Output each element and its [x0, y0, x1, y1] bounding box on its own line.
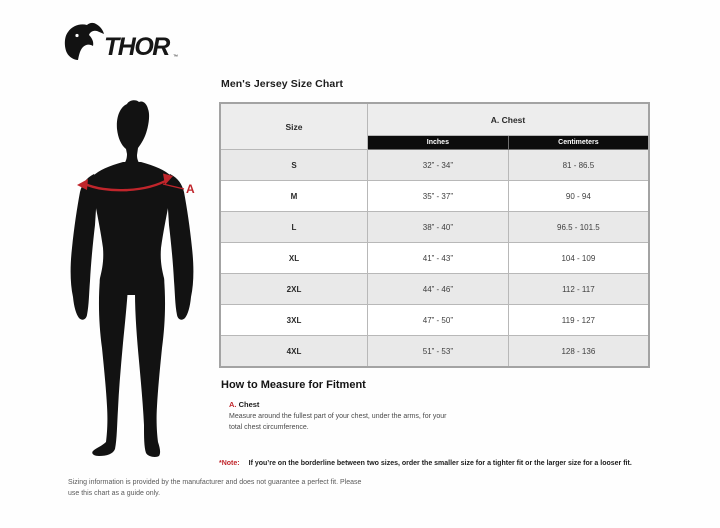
size-cell: L: [220, 212, 368, 243]
table-row: [220, 243, 649, 274]
size-column-header: Size: [220, 103, 368, 150]
inches-cell: 35” - 37”: [368, 181, 509, 212]
inches-cell: 44” - 46”: [368, 274, 509, 305]
note-label: *Note:: [219, 460, 240, 467]
manufacturer-disclaimer: Sizing information is provided by the manufacturer and does not guarantee a perfect fit. Please use this chart as a guide only.: [68, 479, 362, 497]
chest-group-header: A. Chest: [368, 103, 650, 136]
inches-cell: 41” - 43”: [368, 243, 509, 274]
table-header-row: [220, 103, 649, 136]
inches-cell: 51” - 53”: [368, 336, 509, 368]
inches-cell: 38” - 40”: [368, 212, 509, 243]
inches-cell: 47” - 50”: [368, 305, 509, 336]
measure-item-letter: A.: [229, 400, 237, 409]
centimeters-column-header: Centimeters: [508, 136, 649, 150]
table-row: [220, 212, 649, 243]
measure-point-label: A: [186, 182, 195, 196]
silhouette-body: [71, 100, 194, 457]
cm-cell: 128 - 136: [508, 336, 649, 368]
size-cell: 3XL: [220, 305, 368, 336]
size-cell: 4XL: [220, 336, 368, 368]
cm-cell: 81 - 86.5: [508, 150, 649, 181]
table-row: [220, 305, 649, 336]
sizing-note: [219, 460, 689, 467]
measure-section-title: How to Measure for Fitment: [221, 379, 366, 391]
note-text: If you’re on the borderline between two sizes, order the smaller size for a tighter fit or the larger size for a looser fit.: [248, 460, 632, 467]
measure-item-name: Chest: [236, 400, 260, 409]
cm-cell: 104 - 109: [508, 243, 649, 274]
cm-cell: 96.5 - 101.5: [508, 212, 649, 243]
size-chart-title: Men's Jersey Size Chart: [221, 78, 344, 90]
size-cell: M: [220, 181, 368, 212]
logo-trademark: ™: [173, 54, 178, 60]
measure-item-description: Measure around the fullest part of your chest, under the arms, for your total chest circumference.: [229, 413, 447, 431]
thor-logo: [62, 22, 182, 64]
male-silhouette-figure: [60, 96, 200, 458]
size-chart-table: [219, 102, 650, 368]
logo-wordmark: THOR: [104, 33, 169, 61]
goat-head-icon: [65, 23, 104, 60]
size-cell: S: [220, 150, 368, 181]
inches-column-header: Inches: [368, 136, 509, 150]
cm-cell: 112 - 117: [508, 274, 649, 305]
inches-cell: 32” - 34”: [368, 150, 509, 181]
table-row: [220, 150, 649, 181]
size-cell: XL: [220, 243, 368, 274]
cm-cell: 90 - 94: [508, 181, 649, 212]
table-row: [220, 181, 649, 212]
table-row: [220, 274, 649, 305]
measure-item-label: [229, 400, 259, 409]
cm-cell: 119 - 127: [508, 305, 649, 336]
table-row: [220, 336, 649, 368]
size-cell: 2XL: [220, 274, 368, 305]
